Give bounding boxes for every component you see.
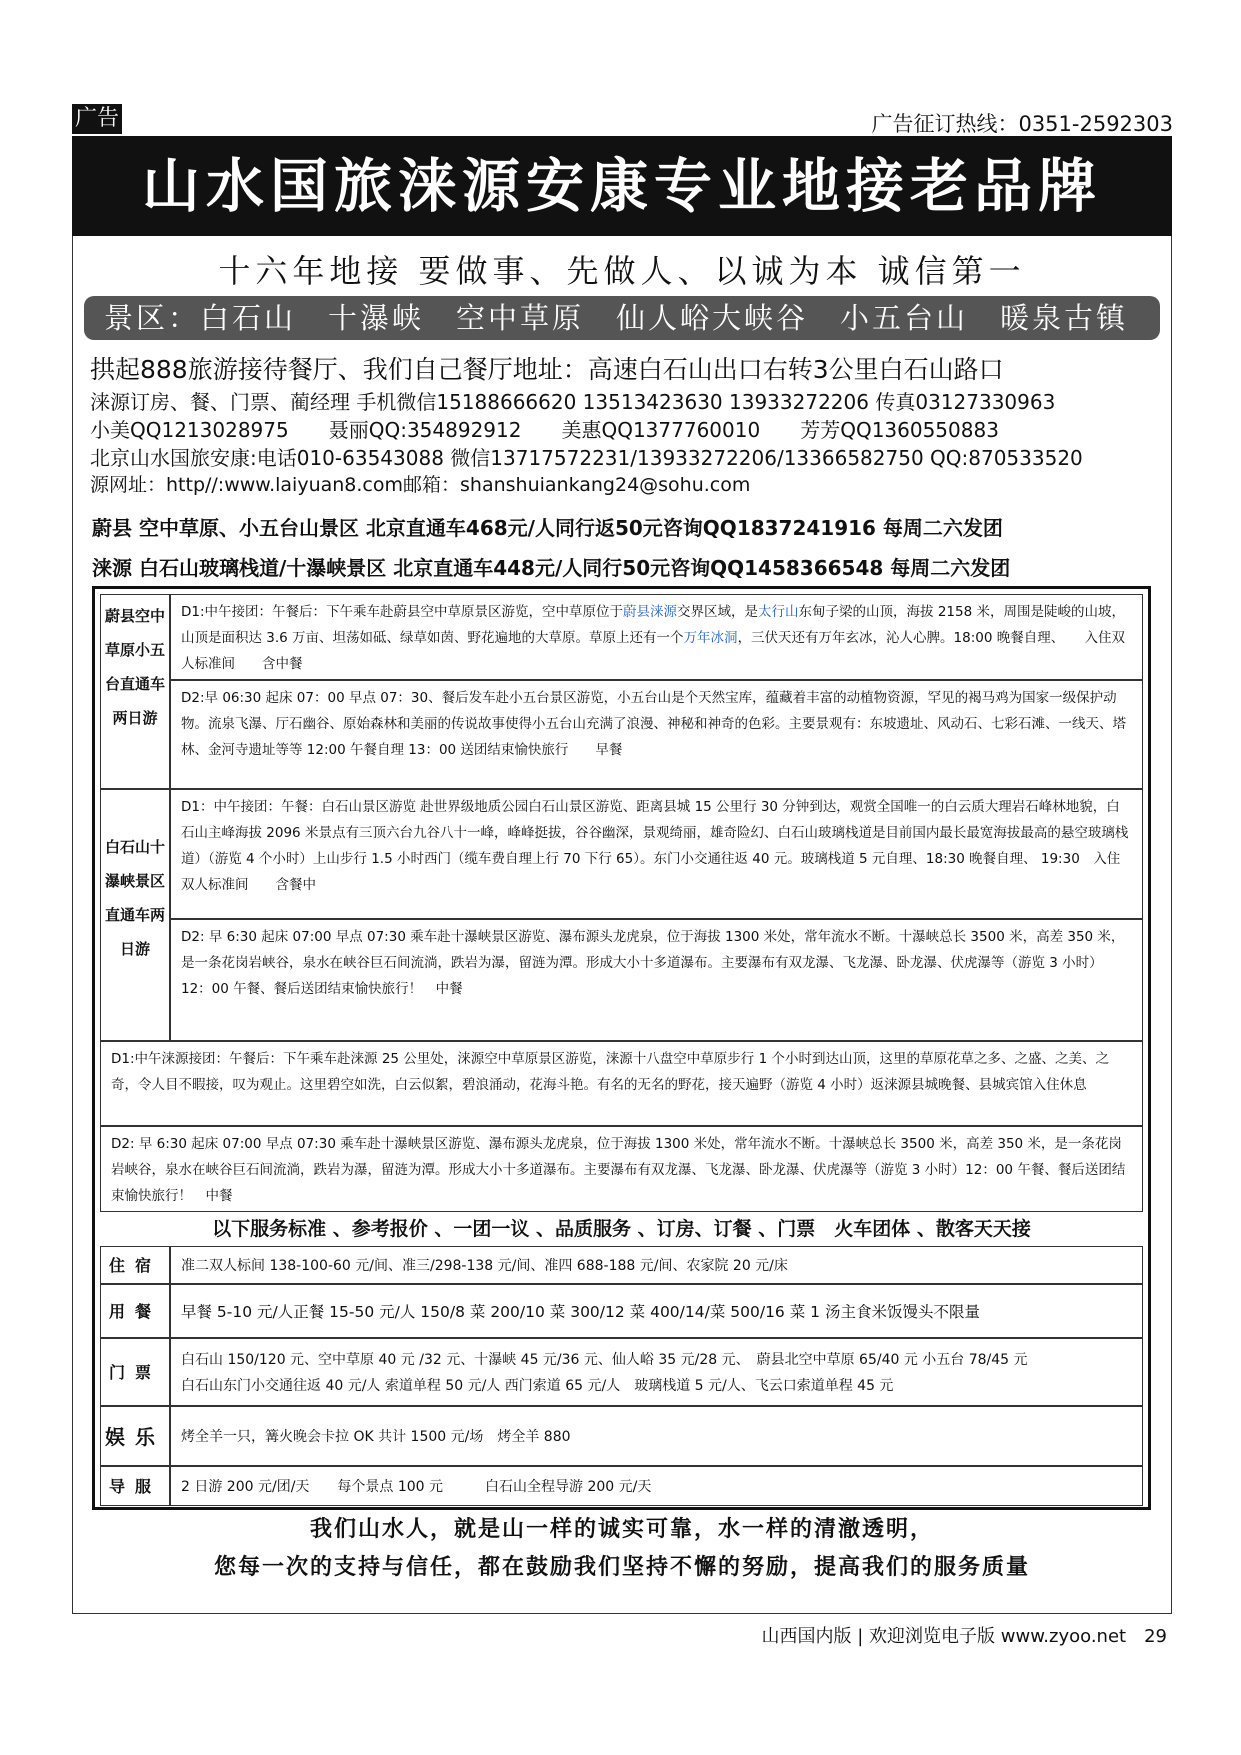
contact-beijing: 北京山水国旅安康:电话010-63543088 微信13717572231/13933272206/13366582750 QQ:870533520 [90,446,1083,470]
itinerary2-day1: D1：中午接团：午餐：白石山景区游览 赴世界级地质公园白石山景区游览、距离县城 15 公里行 30 分钟到达，观赏全国唯一的白云质大理岩石峰林地貌，白石山主峰海拔 2096 米景点有三顶六台九谷八十一峰，峰峰挺拔，谷谷幽深，景观绮丽，雄奇险幻、白石山玻璃栈道是目前国内最长最宽海拔最高的悬空玻璃栈道）（游览 4 个小时）上山步行 1.5 小时西门（缆车费自理上行 70 下行 65）。东门小交通往返 40 元。玻璃栈道 5 元自理、18:30 晚餐自理、 19:30 入住双人标准间 含餐中 [170,789,1143,919]
contact-qq: 小美QQ1213028975 聂丽QQ:354892912 美惠QQ1377760010 芳芳QQ1360550883 [90,418,999,442]
price-ticket-label: 门票 [100,1338,170,1406]
services-header: 以下服务标准 、参考报价 、一团一议 、品质服务 、订房、订餐 、门票 火车团体 、散客天天接 [212,1218,1031,1240]
route-laiyuan: 涞源 白石山玻璃栈道/十瀑峡景区 北京直通车448元/人同行50元咨询QQ1458366548 每周二六发团 [92,556,1011,580]
itinerary1-day1-text-d: ，三伏天还有万年玄冰，沁人心脾。18:00 晚餐自理、 入住双人标准间 含中餐 [181,630,1126,672]
contact-phones: 涞源订房、餐、门票、蔺经理 手机微信15188666620 13513423630 13933272206 传真03127330963 [90,390,1056,414]
link-ice-cave[interactable]: 万年冰洞 [683,630,738,646]
itinerary2-day2: D2: 早 6:30 起床 07:00 早点 07:30 乘车赴十瀑峡景区游览、瀑布源头龙虎泉，位于海拔 1300 米处，常年流水不断。十瀑峡总长 3500 米，高差 350 米，是一条花岗岩峡谷，泉水在峡谷巨石间流淌，跌岩为瀑，留涟为潭。形成大小十多道瀑布。主要瀑布有双龙瀑、飞龙瀑、卧龙瀑、伏虎瀑等（游览 3 小时）12：00 午餐、餐后送团结束愉快旅行！ 中餐 [170,919,1143,1041]
itinerary1-label: 蔚县空中草原小五台直通车两日游 [100,594,170,789]
price-ticket [170,1338,1143,1406]
itinerary1-day1-text-a: D1:中午接团：午餐后：下午乘车赴蔚县空中草原景区游览，空中草原位于 [181,604,624,620]
price-stay-label: 住宿 [100,1246,170,1284]
price-meal: 早餐 5-10 元/人正餐 15-50 元/人 150/8 菜 200/10 菜 300/12 菜 400/14/菜 500/16 菜 1 汤主食米饭馒头不限量 [170,1284,1143,1338]
link-taihangshan[interactable]: 太行山 [758,604,799,620]
footer-slogan-2: 您每一次的支持与信任，都在鼓励我们坚持不懈的努励，提高我们的服务质量 [213,1555,1030,1580]
contact-address: 拱起888旅游接待餐厅、我们自己餐厅地址：高速白石山出口右转3公里白石山路口 [90,355,1004,384]
itinerary3-day1: D1:中午涞源接团：午餐后：下午乘车赴涞源 25 公里处，涞源空中草原景区游览，涞源十八盘空中草原步行 1 个小时到达山顶，这里的草原花草之多、之盛、之美、之奇，令人目不暇接，叹为观止。这里碧空如洗，白云似絮，碧浪涌动，花海斗艳。有名的无名的野花，接天遍野（游览 4 小时）返涞源县城晚餐、县城宾馆入住休息 [100,1041,1143,1126]
price-ticket-line1: 白石山 150/120 元、空中草原 40 元 /32 元、十瀑峡 45 元/36 元、仙人峪 35 元/28 元、 蔚县北空中草原 65/40 元 小五台 78/45 元 [181,1352,1028,1368]
itinerary1-day1 [170,594,1143,680]
ad-tag: 广告 [72,104,122,134]
itinerary2-label: 白石山十瀑峡景区直通车两日游 [100,789,170,1041]
ad-hotline: 广告征订热线：0351-2592303 [871,112,1173,136]
route-weixian: 蔚县 空中草原、小五台山景区 北京直通车468元/人同行返50元咨询QQ1837241916 每周二六发团 [92,516,1003,540]
footer-slogan-1: 我们山水人，就是山一样的诚实可靠，水一样的清澈透明， [309,1517,934,1542]
itinerary1-day2: D2:早 06:30 起床 07：00 早点 07：30、餐后发车赴小五台景区游览，小五台山是个天然宝库，蕴藏着丰富的动植物资源，罕见的褐马鸡为国家一级保护动物。流泉飞瀑、厅石幽谷、原始森林和美丽的传说故事使得小五台山充满了浪漫、神秘和神奇的色彩。主要景观有：东坡遗址、风动石、七彩石滩、一线天、塔林、金河寺遗址等等 12:00 午餐自理 13：00 送团结束愉快旅行 早餐 [170,680,1143,789]
page-footer: 山西国内版 | 欢迎浏览电子版 www.zyoo.net 29 [761,1626,1167,1647]
itinerary3-day2: D2: 早 6:30 起床 07:00 早点 07:30 乘车赴十瀑峡景区游览、瀑布源头龙虎泉，位于海拔 1300 米处，常年流水不断。十瀑峡总长 3500 米，高差 350 米，是一条花岗岩峡谷，泉水在峡谷巨石间流淌，跌岩为瀑，留涟为潭。形成大小十多道瀑布。主要瀑布有双龙瀑、飞龙瀑、卧龙瀑、伏虎瀑等（游览 3 小时）12：00 午餐、餐后送团结束愉快旅行！ 中餐 [100,1126,1143,1212]
price-ticket-line2: 白石山东门小交通往返 40 元/人 索道单程 50 元/人 西门索道 65 元/人 玻璃栈道 5 元/人、飞云口索道单程 45 元 [181,1378,894,1394]
price-guide: 2 日游 200 元/团/天 每个景点 100 元 白石山全程导游 200 元/天 [170,1466,1143,1506]
slogan: 十六年地接 要做事、先做人、以诚为本 诚信第一 [218,252,1026,290]
scenic-spots-bar: 景区：白石山 十瀑峡 空中草原 仙人峪大峡谷 小五台山 暖泉古镇 [84,296,1160,340]
price-meal-label: 用餐 [100,1284,170,1338]
contact-website: 源网址：http//:www.laiyuan8.com邮箱：shanshuiankang24@sohu.com [90,474,751,496]
price-guide-label: 导服 [100,1466,170,1506]
price-entertainment: 烤全羊一只，篝火晚会卡拉 OK 共计 1500 元/场 烤全羊 880 [170,1406,1143,1466]
itinerary1-day1-text-b: 交界区域，是 [677,604,759,620]
link-weixian-laiyuan[interactable]: 蔚县涞源 [623,604,678,620]
banner-title: 山水国旅涞源安康专业地接老品牌 [72,136,1172,236]
price-entertainment-label: 娱乐 [100,1406,170,1466]
price-stay: 准二双人标间 138-100-60 元/间、准三/298-138 元/间、准四 688-188 元/间、农家院 20 元/床 [170,1246,1143,1284]
itinerary1-day1-text-c: 东甸子梁的山顶，海拔 2158 米，周围是陡峻的山坡，山顶是面积达 3.6 万亩、坦荡如砥、绿草如茵、野花遍地的大草原。草原上还有一个 [181,604,1125,646]
